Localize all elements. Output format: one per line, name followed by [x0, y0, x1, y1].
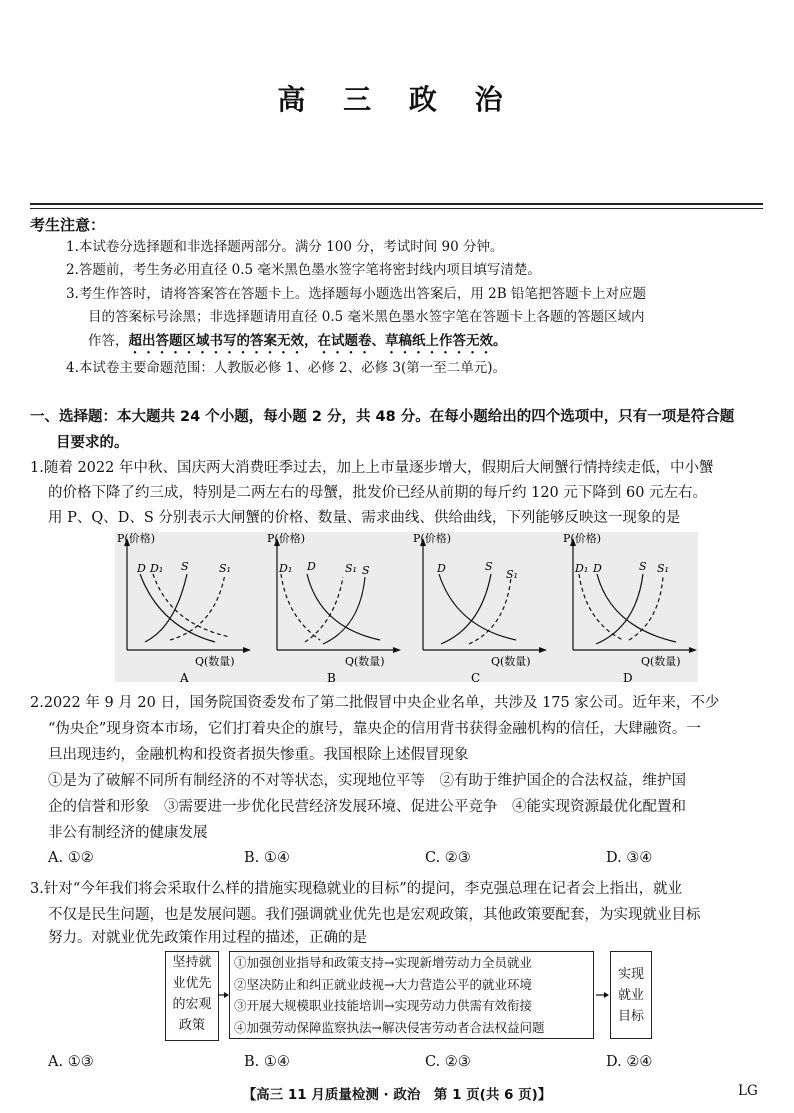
flow-mid-item-1: ①加强创业指导和政策支持→实现新增劳动力全员就业 [234, 955, 532, 970]
graph-b-x-arrow [393, 647, 401, 653]
flow-right-line: 就业 [617, 988, 644, 1003]
q1-line-1: 1.随着 2022 年中秋、国庆两大消费旺季过去，加上上市量逐步增大，假期后大闸蟹行情持续走低，中小蟹 [30, 460, 714, 476]
notice-line-3c [88, 330, 507, 357]
flow-right-line: 实现 [617, 967, 644, 982]
flow-box-left [165, 951, 219, 1041]
graph-c-curve-s1 [469, 577, 511, 644]
q2-line-1: 2.2022 年 9 月 20 日，国务院国资委发布了第二批假冒中央企业名单，共涉及 175 家公司。近年来，不少 [30, 695, 720, 711]
flow-left-line: 的宏观 [172, 997, 212, 1012]
q3-line-1: 3.针对“今年我们将会采取什么样的措施实现稳就业的目标”的提问，李克强总理在记者会上指出，就业 [30, 881, 683, 897]
graph-b-p-label: P(价格) [267, 532, 305, 545]
q1-line-2: 的价格下降了约三成，特别是二两左右的母蟹，批发价已经从前期的每斤约 120 元下降到 60 元左右。 [48, 485, 708, 501]
notice-line-3a: 3.考生作答时，请将答案答在答题卡上。选择题每小题选出答案后，用 2B 铅笔把答题卡上对应题 [66, 286, 646, 302]
q2-option-d[interactable]: D. ③④ [606, 850, 653, 866]
flow-box-right [610, 951, 652, 1039]
graph-a-c2: D₁ [150, 562, 164, 575]
q3-option-a[interactable]: A. ①③ [48, 1054, 94, 1070]
flow-mid-item-3: ③开展大规模职业技能培训→实现劳动力供需有效衔接 [234, 998, 532, 1013]
graph-d-c3: S [639, 560, 647, 573]
section-heading [30, 404, 765, 456]
graph-d-curve-s [596, 574, 643, 644]
notice-line-1: 1.本试卷分选择题和非选择题两部分。满分 100 分，考试时间 90 分钟。 [66, 239, 504, 255]
graph-d-curve-s1 [629, 577, 663, 640]
graph-a-curve-d1 [153, 574, 230, 637]
flow-box-middle [229, 951, 594, 1039]
graph-d-c2: D [593, 562, 602, 575]
graph-a [117, 532, 251, 682]
graph-a-curve-d [140, 574, 215, 642]
notice-line-4: 4.本试卷主要命题范围：人教版必修 1、必修 2、必修 3(第一至二单元)。 [66, 360, 507, 376]
supply-demand-graphs [115, 532, 698, 682]
graph-b-q-label: Q(数量) [345, 655, 385, 668]
flow-mid-item-4: ④加强劳动保障监察执法→解决侵害劳动者合法权益问题 [234, 1019, 545, 1035]
graph-d-c1: D₁ [575, 562, 589, 575]
graph-d-x-arrow [689, 647, 697, 653]
graph-c-curve-s [441, 574, 491, 644]
graph-b [267, 532, 401, 682]
graph-d [563, 532, 697, 682]
flow-right-line: 目标 [617, 1009, 644, 1024]
q2-line-2: “伪央企”现身资本市场，它们打着央企的旗号，靠央企的信用背书获得金融机构的信任，大肆融资。一 [48, 721, 701, 737]
graph-c-letter: C [471, 671, 481, 682]
q2-line-4: ①是为了破解不同所有制经济的不对等状态，实现地位平等 ②有助于维护国企的合法权益，维护国 [48, 773, 686, 789]
page-footer: 【高三 11 月质量检测 · 政治 第 1 页(共 6 页)】 [242, 1087, 552, 1103]
graph-d-q-label: Q(数量) [641, 655, 681, 668]
divider [30, 208, 763, 209]
notice-heading: 考生注意： [30, 216, 106, 234]
graph-d-p-label: P(价格) [563, 532, 601, 545]
graph-d-c4: S₁ [657, 562, 669, 575]
graph-d-curve-d1 [579, 574, 623, 640]
q2-line-3: 旦出现违约，金融机构和投资者损失惨重。我国根除上述假冒现象 [48, 747, 469, 763]
flow-left-line: 政策 [178, 1018, 205, 1033]
q2-option-c[interactable]: C. ②③ [425, 850, 471, 866]
graph-c-c2: S [485, 560, 493, 573]
footer-code: LG [738, 1083, 758, 1099]
q2-option-a[interactable]: A. ①② [48, 850, 94, 866]
flow-left-line: 业优先 [172, 976, 212, 991]
graph-b-letter: B [327, 671, 336, 682]
graphs-svg [115, 532, 698, 682]
notice-emphasis: 超出答题区域书写的答案无效，在试题卷、草稿纸上作答无效。 [128, 333, 507, 349]
graph-c-c3: S₁ [506, 568, 518, 581]
graph-a-c3: S [181, 560, 189, 573]
graph-c-c1: D [437, 562, 446, 575]
section-line-2: 目要求的。 [56, 435, 129, 451]
q3-line-3: 努力。对就业优先政策作用过程的描述，正确的是 [48, 930, 367, 946]
graph-a-x-arrow [243, 647, 251, 653]
graph-a-letter: A [180, 671, 189, 682]
graph-b-curve-d1 [281, 574, 320, 640]
graph-c [413, 532, 547, 682]
graph-a-p-label: P(价格) [117, 532, 155, 545]
graph-a-curve-s [145, 574, 187, 642]
notice-line-3c-pre: 作答， [88, 333, 129, 349]
q1-line-3: 用 P、Q、D、S 分别表示大闸蟹的价格、数量、需求曲线、供给曲线，下列能够反映这一现象的是 [48, 510, 681, 526]
q3-option-b[interactable]: B. ①④ [244, 1054, 290, 1070]
graph-c-p-label: P(价格) [413, 532, 451, 545]
flow-left-line: 坚持就 [172, 955, 212, 970]
notice-line-2: 2.答题前，考生务必用直径 0.5 毫米黑色墨水签字笔将密封线内项目填写清楚。 [66, 262, 541, 278]
divider [30, 203, 763, 205]
graph-a-q-label: Q(数量) [195, 655, 235, 668]
section-line-1: 一、选择题：本大题共 24 个小题，每小题 2 分，共 48 分。在每小题给出的四个选项中，只有一项是符合题 [30, 409, 735, 425]
graph-b-c3: S₁ [345, 562, 357, 575]
graph-b-c4: S [362, 564, 370, 577]
q3-option-c[interactable]: C. ②③ [425, 1054, 471, 1070]
page-title: 高 三 政 治 [277, 83, 517, 116]
graph-b-c1: D₁ [279, 562, 293, 575]
q2-line-6: 非公有制经济的健康发展 [48, 825, 208, 841]
q3-line-2: 不仅是民生问题，也是发展问题。我们强调就业优先也是宏观政策，其他政策要配套，为实现就业目标 [48, 907, 701, 923]
graph-d-letter: D [623, 671, 633, 682]
graph-b-c2: D [307, 560, 316, 573]
q2-option-b[interactable]: B. ①④ [244, 850, 290, 866]
graph-a-c1: D [137, 562, 146, 575]
graph-a-curve-s1 [170, 574, 225, 640]
graph-c-q-label: Q(数量) [491, 655, 531, 668]
q3-option-d[interactable]: D. ②④ [606, 1054, 653, 1070]
graph-c-x-arrow [539, 647, 547, 653]
notice-line-3b: 目的答案标号涂黑；非选择题请用直径 0.5 毫米黑色墨水签字笔在答题卡上各题的答题区域内 [88, 309, 645, 325]
flow-mid-item-2: ②坚决防止和纠正就业歧视→大力营造公平的就业环境 [234, 976, 532, 992]
q2-line-5: 企的信誉和形象 ③需要进一步优化民营经济发展环境、促进公平竞争 ④能实现资源最优化配置和 [48, 799, 686, 815]
flow-arrow-2 [596, 990, 610, 1000]
graph-a-c4: S₁ [219, 562, 231, 575]
